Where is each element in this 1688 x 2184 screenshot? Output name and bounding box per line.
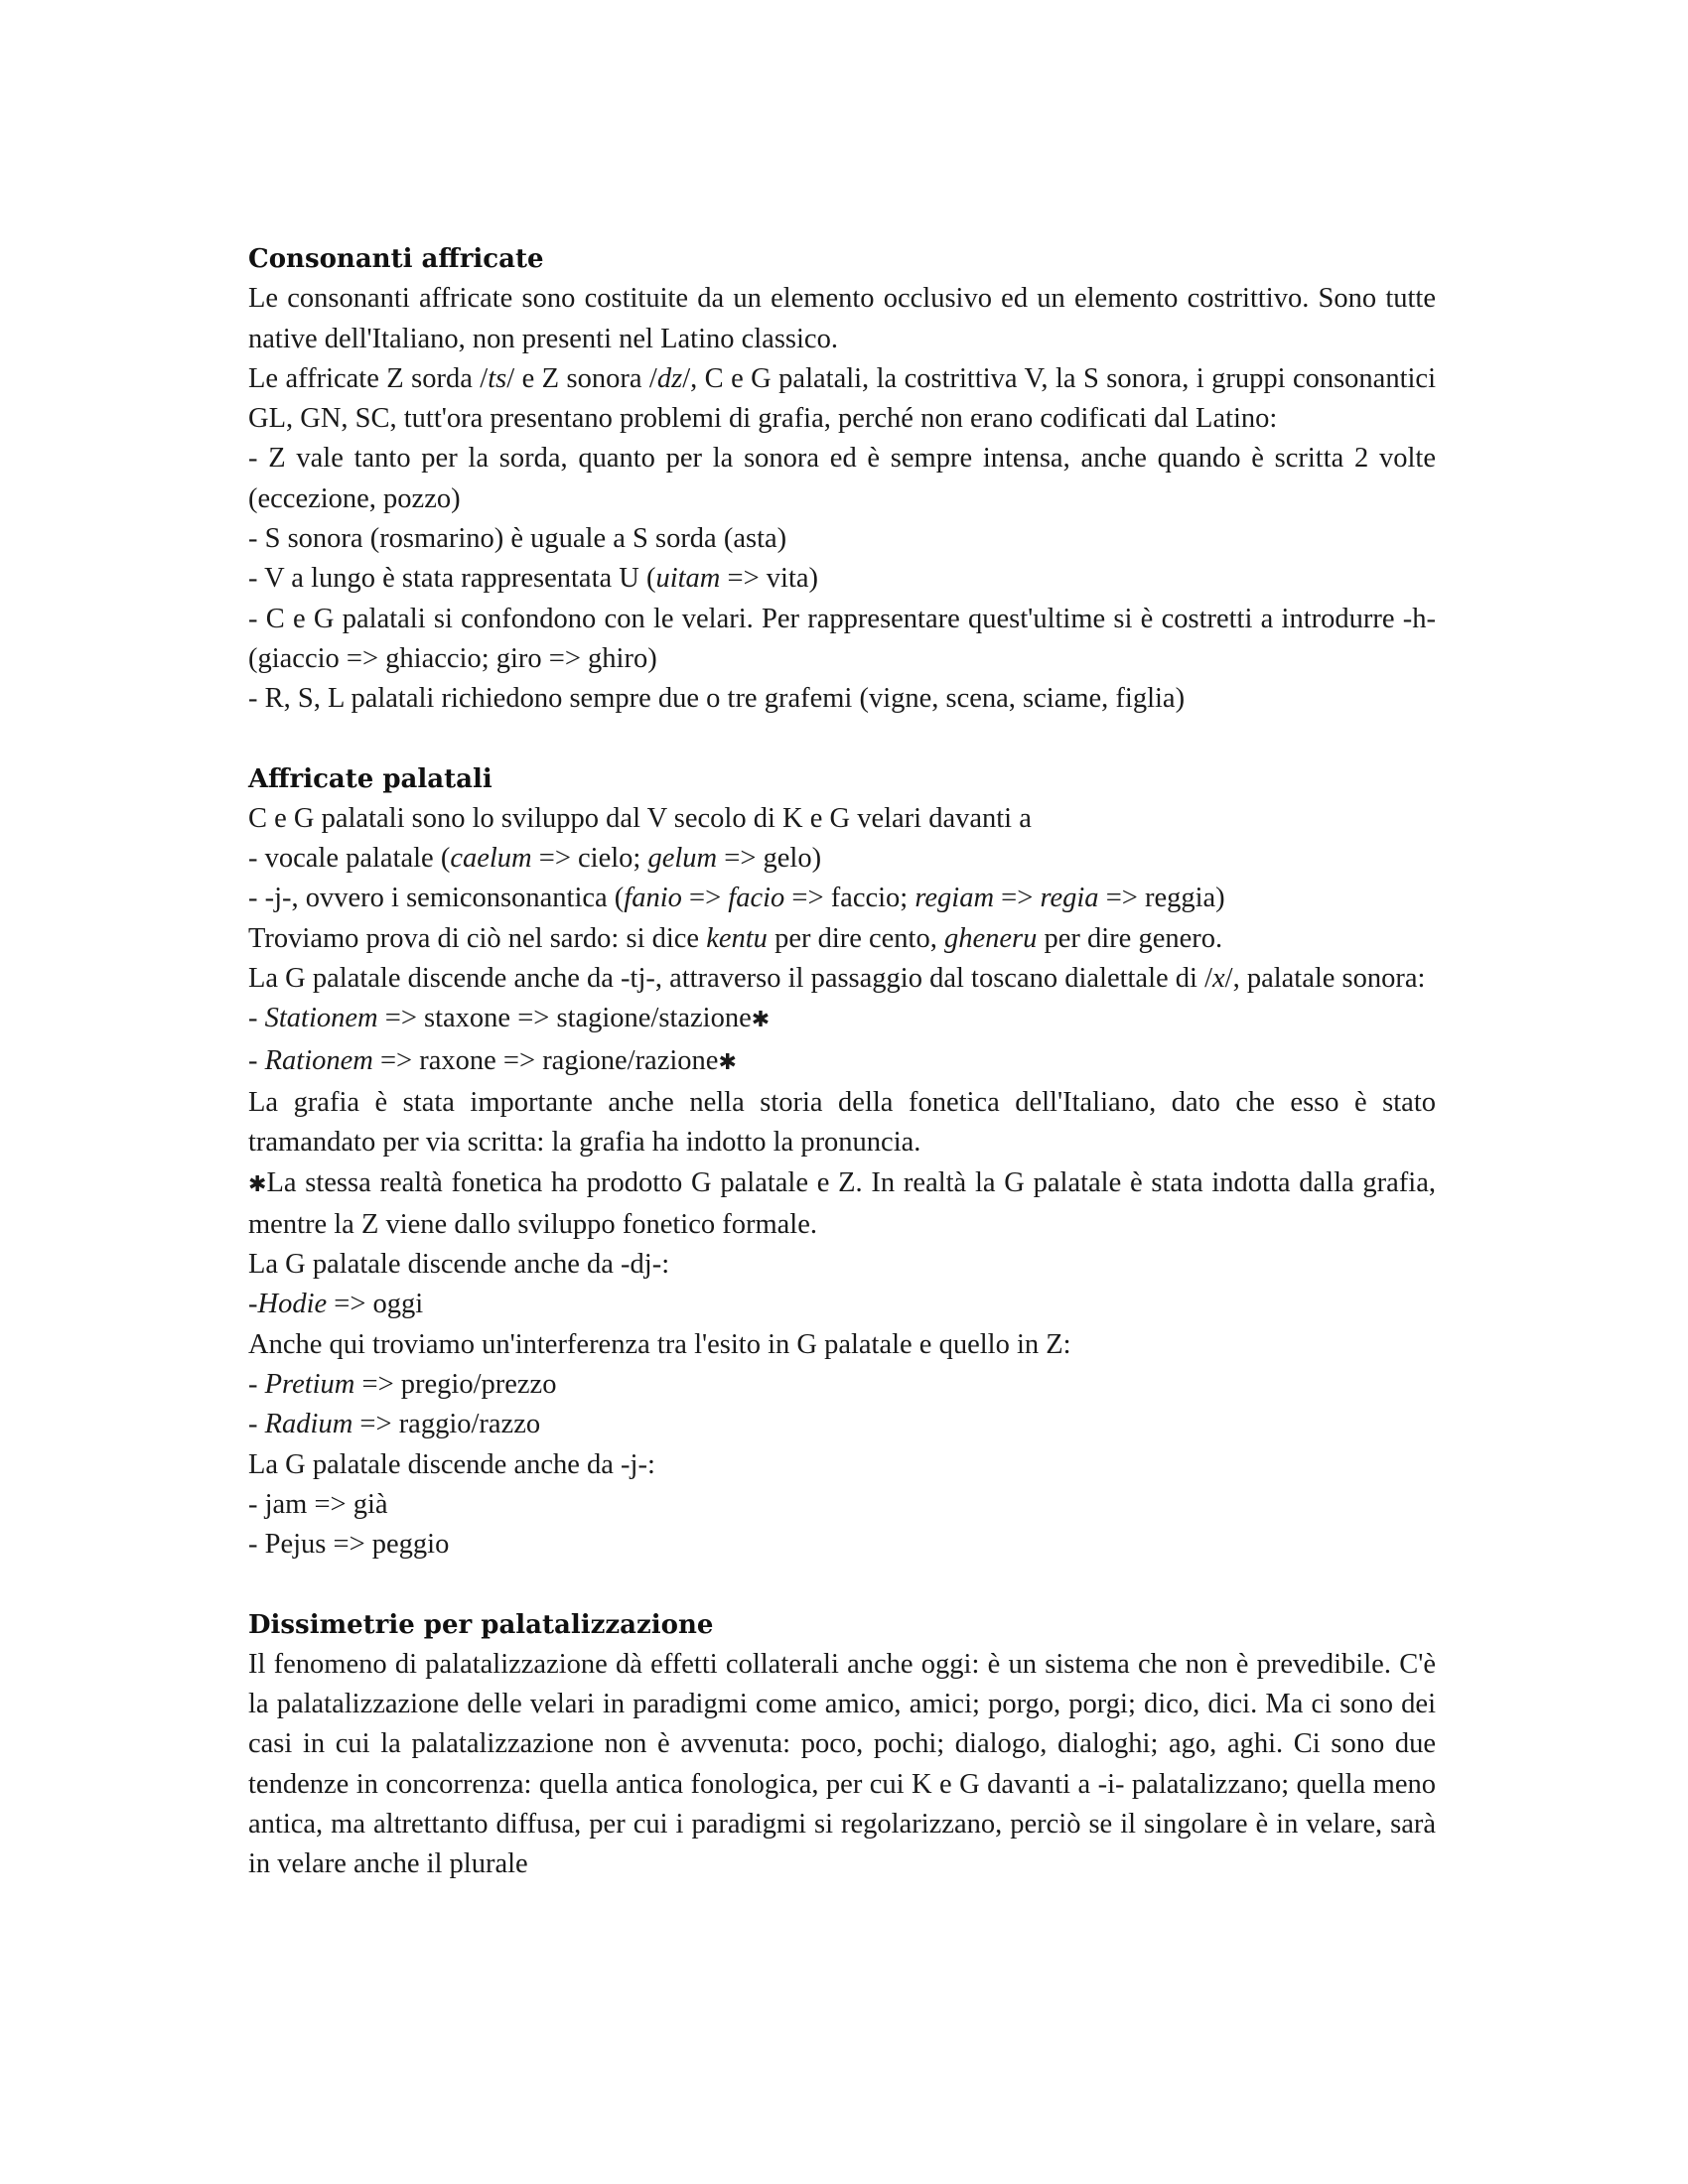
section-affricate-palatali [248, 759, 1436, 1566]
text-line: Anche qui troviamo un'interferenza tra l'esito in G palatale e quello in Z: [248, 1328, 1071, 1360]
list-item: - Stationem => staxone => stagione/stazione✱ [248, 1003, 771, 1034]
list-item-z: - Z vale tanto per la sorda, quanto per la sonora ed è sempre intensa, anche quando è scritta 2 volte (eccezione, pozzo) [248, 443, 1436, 514]
text-line: La G palatale discende anche da -j-: [248, 1448, 655, 1480]
list-item: - Rationem => raxone => ragione/razione✱ [248, 1044, 737, 1076]
paragraph-intro: Le consonanti affricate sono costituite da un elemento occlusivo ed un elemento costrittivo. Sono tutte native dell'Italiano, non presenti nel Latino classico. [248, 283, 1436, 354]
section-heading: Dissimetrie per palatalizzazione [248, 1609, 714, 1640]
list-item: - vocale palatale (caelum => cielo; gelum => gelo) [248, 843, 822, 875]
list-item-v: - V a lungo è stata rappresentata U (uitam => vita) [248, 563, 819, 595]
asterisk-icon: ✱ [248, 1171, 267, 1197]
list-item-rsl: - R, S, L palatali richiedono sempre due o tre grafemi (vigne, scena, sciame, figlia) [248, 683, 1186, 715]
list-item: - jam => già [248, 1488, 388, 1520]
list-item: - Pejus => peggio [248, 1529, 450, 1561]
paragraph-affricate-list: Le affricate Z sorda /ts/ e Z sonora /dz/, C e G palatali, la costrittiva V, la S sonora, i gruppi consonantici GL, GN, SC, tutt'ora presentano problemi di grafia, perché non erano codificati dal Latino: [248, 362, 1436, 435]
text-line: C e G palatali sono lo sviluppo dal V secolo di K e G velari davanti a [248, 802, 1032, 834]
list-item: - Pretium => pregio/prezzo [248, 1369, 557, 1401]
text-line: Troviamo prova di ciò nel sardo: si dice kentu per dire cento, gheneru per dire genero. [248, 922, 1223, 954]
footnote-paragraph: ✱La stessa realtà fonetica ha prodotto G palatale e Z. In realtà la G palatale è stata indotta dalla grafia, mentre la Z viene dallo sviluppo fonetico formale. [248, 1166, 1436, 1240]
document-page [248, 239, 1436, 1885]
paragraph: La grafia è stata importante anche nella storia della fonetica dell'Italiano, dato che esso è stato tramandato per via scritta: la grafia ha indotto la pronuncia. [248, 1086, 1436, 1159]
list-item: -Hodie => oggi [248, 1289, 424, 1320]
asterisk-icon: ✱ [718, 1049, 737, 1075]
section-consonanti-affricate [248, 239, 1436, 720]
section-dissimetrie [248, 1605, 1436, 1885]
text-line: La G palatale discende anche da -dj-: [248, 1249, 670, 1281]
list-item-s: - S sonora (rosmarino) è uguale a S sorda (asta) [248, 523, 787, 555]
section-heading: Consonanti affricate [248, 244, 544, 274]
list-item: - -j-, ovvero i semiconsonantica (fanio => facio => faccio; regiam => regia => reggia) [248, 883, 1225, 914]
paragraph: La G palatale discende anche da -tj-, attraverso il passaggio dal toscano dialettale di /x/, palatale sonora: [248, 963, 1426, 995]
asterisk-icon: ✱ [751, 1008, 771, 1033]
list-item-cg: - C e G palatali si confondono con le velari. Per rappresentare quest'ultime si è costretti a introdurre -h- (giaccio => ghiaccio; giro => ghiro) [248, 603, 1436, 674]
list-item: - Radium => raggio/razzo [248, 1409, 541, 1440]
section-heading: Affricate palatali [248, 763, 492, 794]
paragraph: Il fenomeno di palatalizzazione dà effetti collaterali anche oggi: è un sistema che non è prevedibile. C'è la palatalizzazione delle velari in paradigmi come amico, amici; porgo, porgi; dico, dici. Ma ci sono dei casi in cui la palatalizzazione non è avvenuta: poco, pochi; dialogo, dialoghi; ago, aghi. Ci sono due tendenze in concorrenza: quella antica fonologica, per cui K e G davanti a -i- palatalizzano; quella meno antica, ma altrettanto diffusa, per cui i paradigmi si regolarizzano, perciò se il singolare è in velare, sarà in velare anche il plurale [248, 1648, 1436, 1880]
